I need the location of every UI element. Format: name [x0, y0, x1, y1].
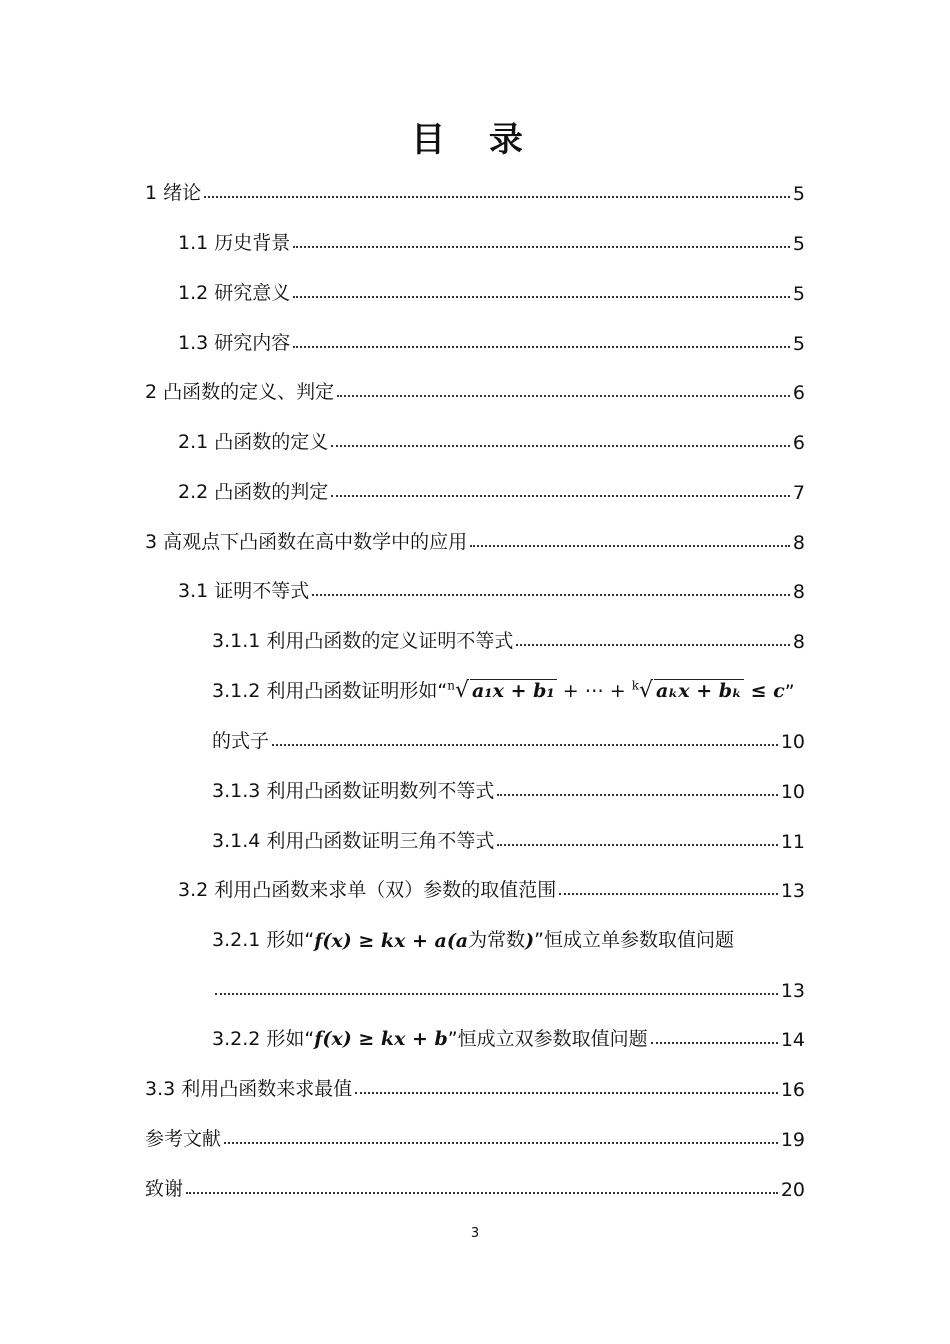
toc-entry-label: 3.1.3 利用凸函数证明数列不等式 — [212, 780, 495, 802]
toc-entry-page: 19 — [780, 1129, 805, 1151]
toc-entry-page: 8 — [792, 532, 805, 554]
leader-dots — [293, 246, 790, 248]
toc-entry-multiline-second[interactable] — [215, 972, 805, 1002]
toc-entry[interactable] — [178, 225, 805, 255]
leader-dots — [215, 993, 778, 995]
toc-entry-label-tail: ”恒成立单参数取值问题 — [534, 929, 734, 951]
toc-entry-multiline-first[interactable] — [212, 673, 795, 703]
leader-dots — [293, 296, 790, 298]
toc-entry-page: 16 — [780, 1079, 805, 1101]
toc-entry-page: 11 — [780, 831, 805, 853]
toc-entry-page: 5 — [792, 183, 805, 205]
formula: $^n$√ a₁x + b₁ + ⋯ + $^k$√ aₖx + bₖ ≤ c — [447, 678, 785, 703]
toc-entry-label: 3.3 利用凸函数来求最值 — [145, 1078, 353, 1100]
toc-entry[interactable] — [178, 325, 805, 355]
leader-dots — [497, 794, 777, 796]
leader-dots — [331, 495, 790, 497]
toc-entry[interactable] — [145, 374, 805, 404]
toc-entry[interactable] — [145, 1071, 805, 1101]
toc-entry-label: 参考文献 — [145, 1128, 222, 1150]
toc-entry[interactable] — [178, 424, 805, 454]
toc-entry[interactable] — [212, 623, 805, 653]
formula: f(x) ≥ kx + a(a — [314, 930, 469, 952]
toc-entry-label: 2 凸函数的定义、判定 — [145, 381, 335, 403]
leader-dots — [651, 1042, 778, 1044]
toc-entry-page: 10 — [780, 781, 805, 803]
toc-entry-multiline-first[interactable] — [212, 922, 734, 952]
leader-dots — [355, 1092, 778, 1094]
toc-entry-label: 1 绪论 — [145, 182, 202, 204]
toc-entry-label: 3.2.1 形如“ — [212, 929, 315, 951]
toc-entry-label: 3.1.1 利用凸函数的定义证明不等式 — [212, 630, 514, 652]
formula-close: ) — [525, 930, 535, 952]
leader-dots — [470, 545, 790, 547]
toc-entry[interactable] — [145, 1171, 805, 1201]
leader-dots — [272, 744, 778, 746]
toc-entry-label: 1.3 研究内容 — [178, 332, 291, 354]
leader-dots — [293, 346, 790, 348]
toc-entry-label-mid: 为常数 — [468, 929, 526, 951]
leader-dots — [186, 1192, 778, 1194]
page-number: 3 — [470, 1226, 480, 1241]
toc-entry-label: 3.2.2 形如“f(x) ≥ kx + b”恒成立双参数取值问题 — [212, 1028, 648, 1050]
toc-entry[interactable] — [178, 573, 805, 603]
leader-dots — [224, 1142, 778, 1144]
toc-entry[interactable] — [178, 474, 805, 504]
toc-entry-page: 14 — [780, 1029, 805, 1051]
toc-entry-page: 20 — [780, 1179, 805, 1201]
leader-dots — [516, 644, 790, 646]
toc-entry[interactable] — [212, 1021, 805, 1051]
toc-entry-page: 7 — [792, 482, 805, 504]
leader-dots — [497, 844, 777, 846]
leader-dots — [204, 196, 790, 198]
toc-entry-page: 5 — [792, 233, 805, 255]
toc-entry-label: 3.2 利用凸函数来求单（双）参数的取值范围 — [178, 879, 557, 901]
toc-entry-page: 8 — [792, 581, 805, 603]
toc-entry-label: 3.1 证明不等式 — [178, 580, 310, 602]
toc-entry[interactable] — [178, 872, 805, 902]
toc-entry-label: 3.1.4 利用凸函数证明三角不等式 — [212, 830, 495, 852]
toc-entry[interactable] — [145, 524, 805, 554]
toc-entry-label: 1.1 历史背景 — [178, 232, 291, 254]
formula: f(x) ≥ kx + b — [314, 1028, 448, 1050]
toc-entry[interactable] — [145, 175, 805, 205]
toc-entry-label: 3 高观点下凸函数在高中数学中的应用 — [145, 531, 468, 553]
toc-entry-page: 6 — [792, 432, 805, 454]
toc-entry-page: 6 — [792, 382, 805, 404]
close-quote: ” — [784, 681, 795, 703]
leader-dots — [559, 893, 778, 895]
toc-entry-page: 13 — [780, 880, 805, 902]
toc-entry[interactable] — [178, 275, 805, 305]
toc-entry-page: 8 — [792, 631, 805, 653]
toc-entry[interactable] — [145, 1121, 805, 1151]
toc-title: 目 录 — [411, 120, 539, 160]
toc-entry-label: 1.2 研究意义 — [178, 282, 291, 304]
leader-dots — [337, 395, 790, 397]
leader-dots — [312, 594, 790, 596]
toc-entry[interactable] — [212, 773, 805, 803]
leader-dots — [331, 445, 790, 447]
toc-entry-multiline-second[interactable] — [212, 723, 805, 753]
toc-entry-page: 5 — [792, 283, 805, 305]
toc-entry-page: 5 — [792, 333, 805, 355]
toc-entry-label: 3.1.2 利用凸函数证明形如“ — [212, 680, 448, 702]
toc-entry[interactable] — [212, 823, 805, 853]
toc-entry-page: 10 — [780, 731, 805, 753]
toc-entry-label: 的式子 — [212, 730, 270, 752]
toc-entry-page: 13 — [780, 980, 805, 1002]
toc-entry-label: 2.2 凸函数的判定 — [178, 481, 329, 503]
toc-entry-label: 致谢 — [145, 1178, 184, 1200]
toc-entry-label: 2.1 凸函数的定义 — [178, 431, 329, 453]
